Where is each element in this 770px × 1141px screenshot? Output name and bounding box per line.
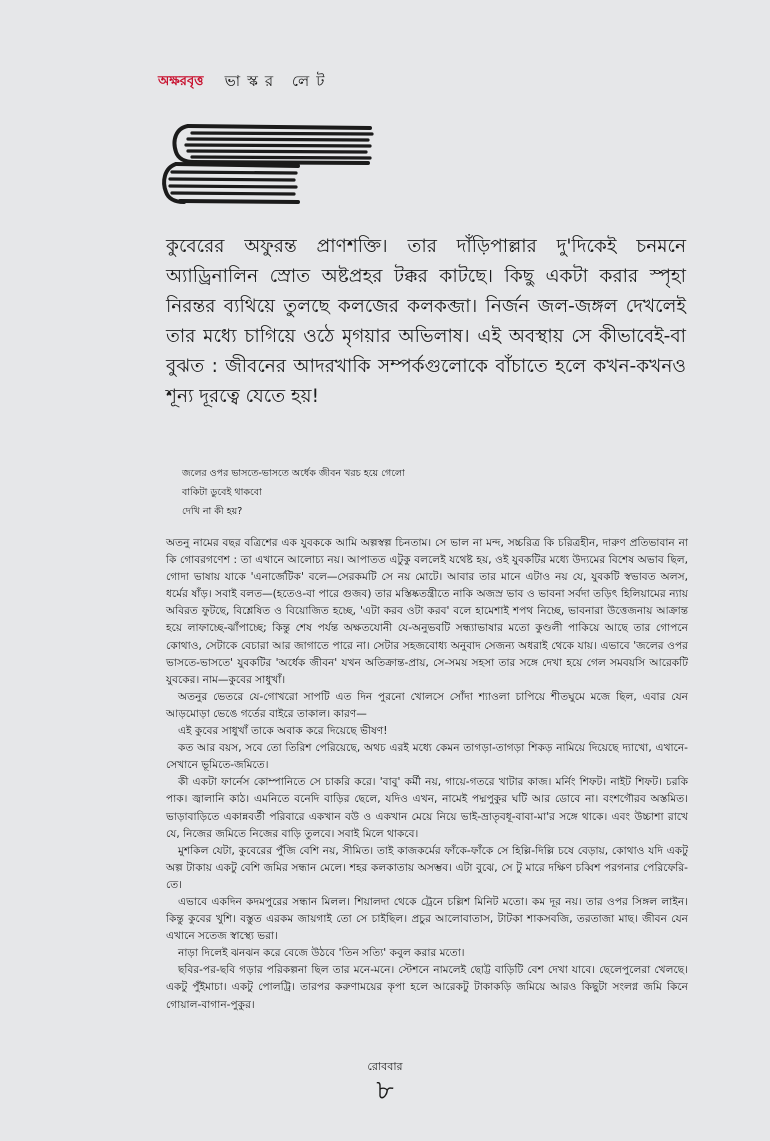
body-paragraph: এই কুবের সাধুখাঁ তাকে অবাক করে দিয়েছে ভীষণ! [178, 725, 388, 738]
page-number: ৮ [376, 1075, 394, 1106]
body-paragraph: এভাবে একদিন কদমপুরের সন্ধান মিলল। শিয়ালদা থেকে ট্রেনে চল্লিশ মিনিট মতো। কম দূর নয়। তার ওপর সিঙ্গল লাইন। কিন্তু কুবের খুশি। বস্তুত এরকম জায়গাই তো সে চাইছিল। প্রচুর আলোবাতাস, টাটকা শাকসবজি, তরতাজা মাছ। জীবন যেন এখানে সতেজ স্বাস্থ্যে ভরা। [166, 895, 688, 943]
poem-line: বাকিটা ডুবেই থাকবো [182, 487, 262, 498]
top-book [175, 126, 373, 163]
bottom-book [164, 164, 298, 202]
books-stack-icon [158, 118, 378, 204]
poem-quote [182, 464, 542, 521]
body-paragraph: অতনুর ভেতরে যে-গোখরো সাপটি এত দিন পুরনো খোলসে সোঁদা শ্যাওলা চাপিয়ে শীতঘুমে মজে ছিল, এবার যেন আড়মোড়া ভেঙে গর্তের বাইরে তাকাল। কারণ— [166, 690, 688, 720]
body-paragraph: অতনু নামের বছর বত্রিশের এক যুবককে আমি অল্পস্বল্প চিনতাম। সে ভাল না মন্দ, সচ্চরিত্র কি চরিত্রহীন, দারুণ প্রতিভাবান না কি গোবরগণেশ : তা এখানে আলোচ্য নয়। আপাতত এটুকু বললেই যথেষ্ট হয়, ওই যুবকটির মধ্যে উদ্যমের বিশেষ অভাব ছিল, গোদা ভাষায় যাকে 'এনার্জেটিক' বলে—সেরকমটি সে নয় মোটে। আবার তার মানে এটাও নয় যে, যুবকটি স্বভাবত অলস, ধর্মের ষাঁড়। সবাই বলত—(হতেও-বা পারে গুজব) তার মস্তিষ্কতন্ত্রীতে নাকি অজস্র ভাব ও ভাবনা সর্বদা তড়িৎ হিলিয়ামের ন্যায় অবিরত ফুটছে, বিশ্লেষিত ও বিয়োজিত হচ্ছে, 'এটা করব ওটা করব' বলে হামেশাই শপথ নিচ্ছে, ভাবনারা উত্তেজনায় আক্রান্ত হয়ে লাফাচ্ছে-ঝাঁপাচ্ছে; কিন্তু শেষ পর্যন্ত অক্ষতযোনী যে-অনুভবটি সন্ধ্যাভাষার মতো কুণ্ডলী পাকিয়ে আছে তার গোপনে কোথাও, সেটাকে বেচারা আর জাগাতে পারে না। সেটার সহজবোধ্য অনুবাদ সেজন্য অধরাই থেকে যায়। এভাবে 'জলের ওপর ভাসতে-ভাসতে' যুবকটির 'অর্ধেক জীবন' যখন অতিক্রান্ত-প্রায়, সে-সময় সহসা তার সঙ্গে দেখা হয়ে গেল সমবয়সি আরেকটি যুবকের। নাম—কুবের সাধুখাঁ। [166, 537, 688, 686]
body-paragraph: কত আর বয়স, সবে তো তিরিশ পেরিয়েছে, অথচ এরই মধ্যে কেমন তাগড়া-তাগড়া শিকড় নামিয়ে দিয়েছে দ্যাখো, এখানে-সেখানে ভূমিতে-জমিতে। [166, 742, 688, 772]
page-header [158, 70, 331, 94]
intro-paragraph: কুবেরের অফুরন্ত প্রাণশক্তি। তার দাঁড়িপাল্লার দু'দিকেই চনমনে অ্যাড্রিনালিন স্রোত অষ্টপ্রহর টক্কর কাটছে। কিছু একটা করার স্পৃহা নিরন্তর ব্যথিয়ে তুলছে কলজের কলকব্জা। নির্জন জল-জঙ্গল দেখলেই তার মধ্যে চাগিয়ে ওঠে মৃগয়ার অভিলাষ। এই অবস্থায় সে কীভাবেই-বা বুঝত : জীবনের আদরখাকি সম্পর্কগুলোকে বাঁচাতে হলে কখন-কখনও শূন্য দূরত্বে যেতে হয়! [166, 236, 686, 407]
body-paragraph: ছবির-পর-ছবি গড়ার পরিকল্পনা ছিল তার মনে-মনে। স্টেশনে নামলেই ছোট্ট বাড়িটি বেশ দেখা যাবে। ছেলেপুলেরা খেলছে। একটু পুঁইমাচা। একটু পোলট্রি। তারপর করুণাময়ের কৃপা হলে আরেকটু টাকাকড়ি জমিয়ে আরও কিছুটা সংলগ্ন জমি কিনে গোয়াল-বাগান-পুকুর। [166, 964, 688, 1011]
poem-line: জলের ওপর ভাসতে-ভাসতে অর্ধেক জীবন খরচ হয়ে গেলো [182, 468, 405, 479]
body-paragraph: নাড়া দিলেই ঝনঝন করে বেজে উঠবে 'তিন সত্যি' কবুল করার মতো। [178, 947, 465, 960]
poem-line: দেখি না কী হয়? [182, 506, 243, 517]
author-name: ভাস্কর লেট [224, 72, 332, 90]
page-footer [355, 1058, 415, 1105]
section-label: অক্ষরবৃত্ত [158, 74, 204, 89]
magazine-name: রোববার [367, 1060, 403, 1073]
story-body [166, 535, 688, 1014]
body-paragraph: মুশকিল যেটা, কুবেরের পুঁজি বেশি নয়, সীমিত। তাই কাজকর্মের ফাঁকে-ফাঁকে সে হিল্লি-দিল্লি চষে বেড়ায়, কোথাও যদি একটু অল্প টাকায় একটু বেশি জমির সন্ধান মেলে। শহর কলকাতায় অসম্ভব। এটা বুঝে, সে টু মারে দক্ষিণ চব্বিশ পরগনার পেরিফেরি-তে। [166, 844, 688, 891]
body-paragraph: কী একটা ফার্নেস কোম্পানিতে সে চাকরি করে। 'বাবু' কর্মী নয়, গায়ে-গতরে খাটার কাজ। মর্নিং শিফট। নাইট শিফট। চরকি পাক। জ্বালানি কাঠ। এমনিতে বনেদি বাড়ির ছেলে, যদিও এখন, নামেই পদ্মপুকুর ঘটি আর ডোবে না। বংশগৌরব অস্তমিত। ভাড়াবাড়িতে একান্নবর্তী পরিবারে একখান বউ ও একখান মেয়ে নিয়ে ভাই-ভ্রাতৃবধূ-বাবা-মা'র সঙ্গে থাকে। এবং উচ্চাশা রাখে যে, নিজের জমিতে নিজের বাড়ি তুলবে। সবাই মিলে থাকবে। [166, 776, 688, 840]
